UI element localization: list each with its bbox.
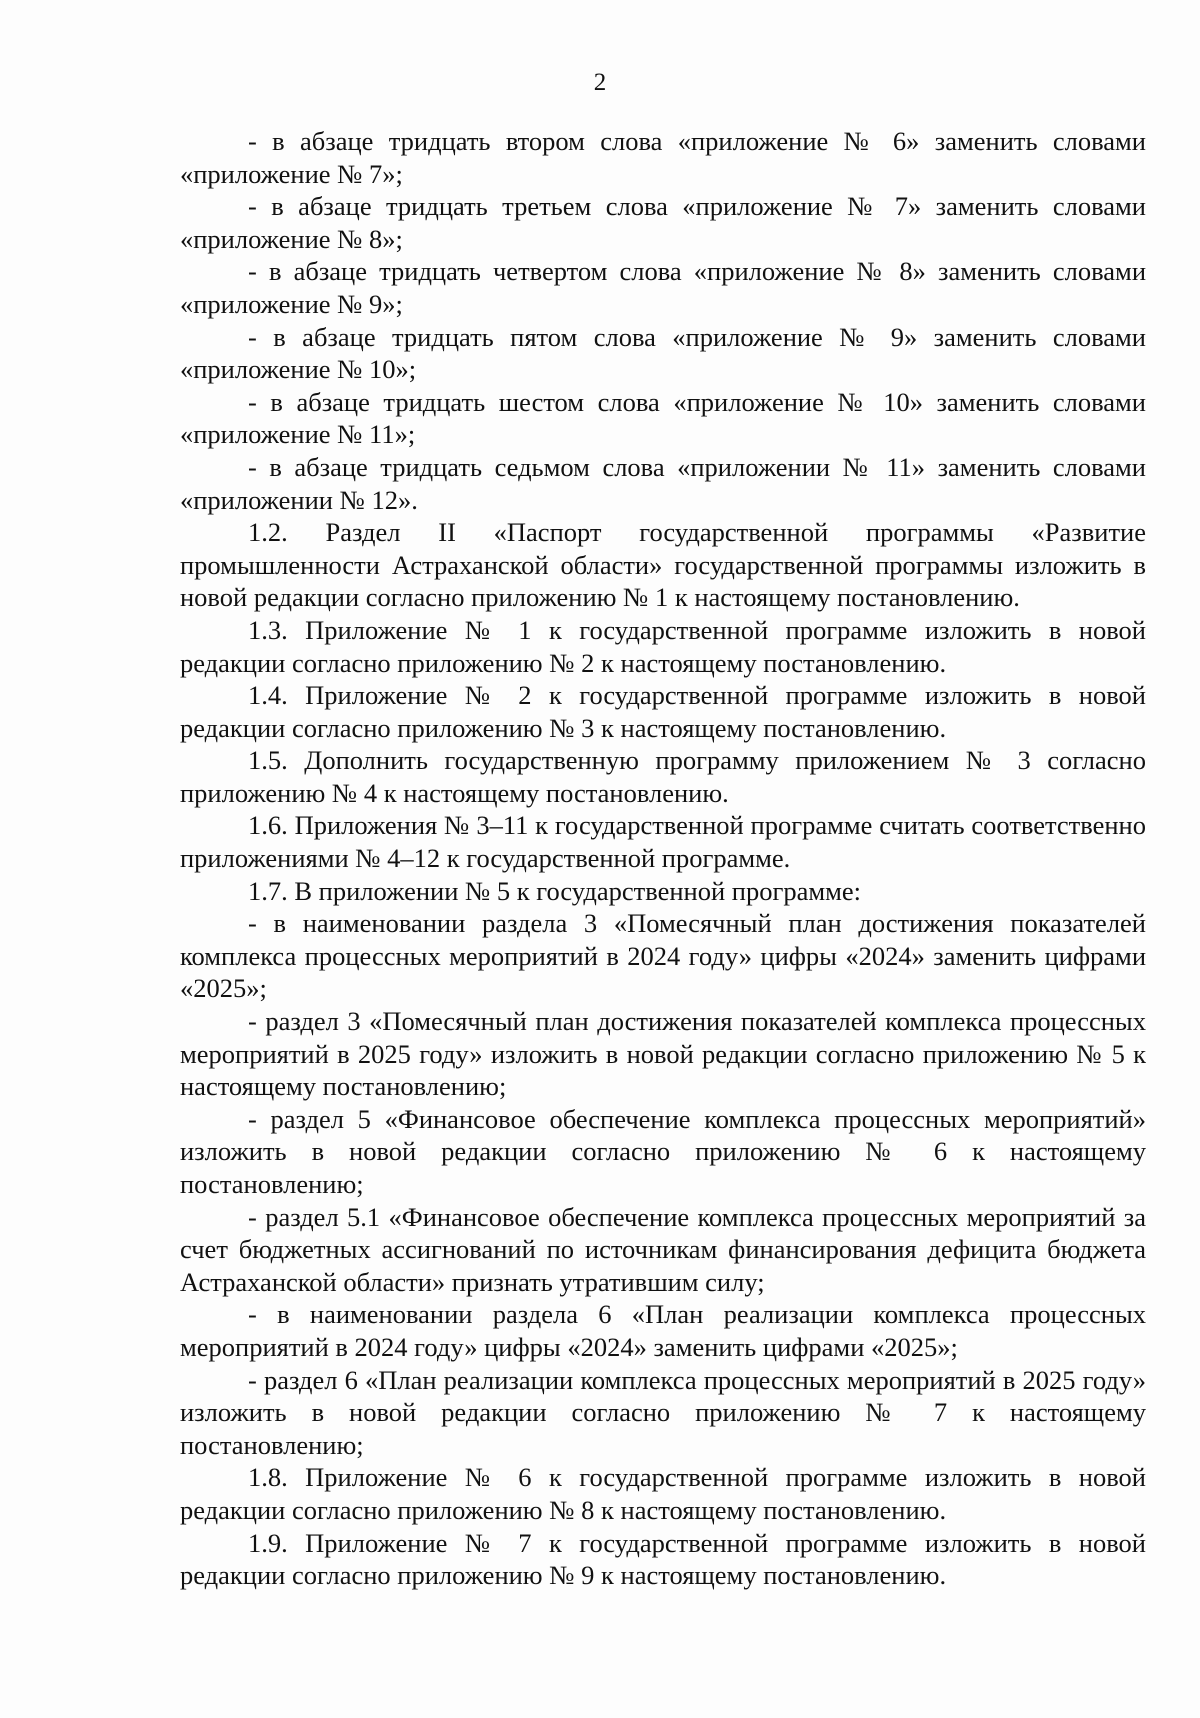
paragraph: - в наименовании раздела 3 «Помесячный план достижения показателей комплекса процессных мероприятий в 2024 году» цифры «2024» заменить цифрами «2025»; (180, 908, 1146, 1004)
paragraph: 1.5. Дополнить государственную программу приложением № 3 согласно приложению № 4 к настоящему постановлению. (180, 745, 1146, 808)
paragraph: 1.4. Приложение № 2 к государственной программе изложить в новой редакции согласно приложению № 3 к настоящему постановлению. (180, 680, 1146, 743)
paragraph: - раздел 6 «План реализации комплекса процессных мероприятий в 2025 году» изложить в новой редакции согласно приложению № 7 к настоящему постановлению; (180, 1364, 1146, 1460)
paragraph: - раздел 5 «Финансовое обеспечение комплекса процессных мероприятий» изложить в новой редакции согласно приложению № 6 к настоящему постановлению; (180, 1103, 1146, 1199)
paragraph: - раздел 3 «Помесячный план достижения показателей комплекса процессных мероприятий в 2025 году» изложить в новой редакции согласно приложению № 5 к настоящему постановлению; (180, 1006, 1146, 1102)
paragraph: 1.9. Приложение № 7 к государственной программе изложить в новой редакции согласно приложению № 9 к настоящему постановлению. (180, 1527, 1146, 1591)
document-body (180, 125, 1146, 1592)
paragraph: - в абзаце тридцать четвертом слова «приложение № 8» заменить словами «приложение № 9»; (180, 256, 1146, 319)
paragraph: - в абзаце тридцать пятом слова «приложение № 9» заменить словами «приложение № 10»; (180, 321, 1146, 385)
paragraph: 1.3. Приложение № 1 к государственной программе изложить в новой редакции согласно приложению № 2 к настоящему постановлению. (180, 614, 1146, 678)
paragraph: - в абзаце тридцать седьмом слова «приложении № 11» заменить словами «приложении № 12». (180, 451, 1146, 515)
page-number: 2 (593, 69, 607, 96)
paragraph: 1.6. Приложения № 3–11 к государственной программе считать соответственно приложениями № 4–12 к государственной программе. (180, 810, 1146, 874)
paragraph: 1.8. Приложение № 6 к государственной программе изложить в новой редакции согласно приложению № 8 к настоящему постановлению. (180, 1462, 1146, 1525)
paragraph: 1.7. В приложении № 5 к государственной программе: (248, 875, 861, 906)
paragraph: - в наименовании раздела 6 «План реализации комплекса процессных мероприятий в 2024 году» цифры «2024» заменить цифрами «2025»; (180, 1299, 1146, 1362)
paragraph: - в абзаце тридцать третьем слова «приложение № 7» заменить словами «приложение № 8»; (180, 191, 1146, 254)
paragraph: - в абзаце тридцать шестом слова «приложение № 10» заменить словами «приложение № 11»; (180, 386, 1146, 450)
paragraph: - в абзаце тридцать втором слова «приложение № 6» заменить словами «приложение № 7»; (180, 126, 1146, 189)
paragraph: 1.2. Раздел II «Паспорт государственной программы «Развитие промышленности Астраханской области» государственной программы изложить в новой редакции согласно приложению № 1 к настоящему постановлению. (180, 517, 1146, 613)
paragraph: - раздел 5.1 «Финансовое обеспечение комплекса процессных мероприятий за счет бюджетных ассигнований по источникам финансирования дефицита бюджета Астраханской области» признать утратившим силу; (180, 1201, 1146, 1297)
